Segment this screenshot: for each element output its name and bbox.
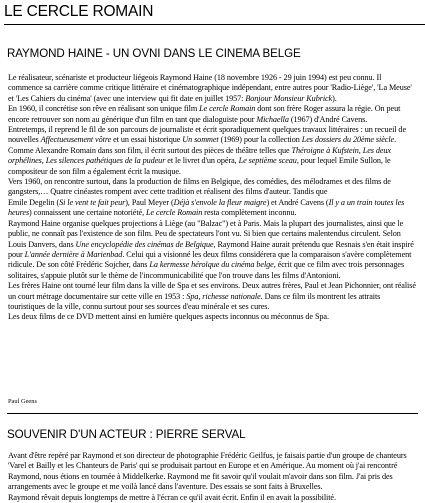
paragraph: Les frères Haine ont tourné leur film dans la ville de Spa et ses environs. Deux autres frères, Paul et Jean Pichonnier, ont réalisé un court métrage documentaire sur cette ville en 1953 : Spa, richesse nationale. Dans ce film ils montrent les attraits touristiques de la ville, connu surtout pour ses sources d'eau minérale et ses cures. [8, 281, 416, 311]
paragraph: Les deux films de ce DVD mettent ainsi en lumière quelques aspects inconnus ou méconnus de Spa. [8, 312, 329, 322]
article-heading-pierre-serval: SOUVENIR D'UN ACTEUR : PIERRE SERVAL [7, 428, 246, 441]
title-divider [4, 24, 425, 25]
paragraph: Avant d'être repéré par Raymond et son directeur de photographie Frédéric Geilfus, je faisais partie d'un groupe de chanteurs 'Varel et Bailly et les Chanteurs de Paris' qui se produisait partout en Europe et en Amérique. Au moment où j'ai rencontré Raymond, nous étions en tournée à Middelkerke. Raymond me fit savoir qu'il voulait m'avoir dans son film. J'ai pris des arrangements avec le groupe et me voilà lancé dans l'aventure. Des essais se sont faits à Bruxelles. [8, 451, 407, 492]
paragraph: Entretemps, il reprend le fil de son parcours de journaliste et écrit sporadiquement quelques travaux littéraires : un recueil de nouvelles Affectueusement vôtre et un essai historique Un sommet (1969) pour la collection Les dossiers du 20ème siècle. Comme Alexandre Romain dans son film, il écrit surtout des pièces de théâtre telles que Théroigne à Kufstein, Les deux orphélines, Les silences pathétiques de la pudeur et le livret d'un opéra, Le septième sceau, pour lequel Emile Sullon, le compositeur de son film a également écrit la musique. [8, 125, 407, 176]
page-title: LE CERCLE ROMAIN [4, 3, 154, 20]
paragraph: En 1960, il concrétise son rêve en réalisant son unique film Le cercle Romain dont son frère Roger assura la régie. On peut encore retrouver son nom au générique d'un film en tant que dialoguiste pour Michaella (1967) d'André Cavens. [8, 104, 401, 124]
paragraph: Raymond Haine organise quelques projections à Liège (au "Balzac") et à Paris. Mais la plupart des journalistes, ainsi que le public, ne connaît pas l'existence de son film. Peu de spectateurs l'ont vu. Si bien que certains malentendus circulent. Selon Louis Danvers, dans Une encyclopédie des cinémas de Belgique, Raymond Haine aurait prétendu que Resnais s'en était inspiré pour L'année dernière à Marienbad. Celui qui a visionné les deux films considérera que la comparaison s'avère complètement ridicule. De son côté Frédéric Sojcher, dans La kermesse héroïque du cinéma belge, écrit que ce film avec trois personnages solitaires, s'appuie plutôt sur le thème de l'incommunicabilité que l'on trouve dans les films d'Antonioni. [8, 218, 414, 280]
byline: Paul Geens [8, 398, 37, 405]
paragraph: Emile Degelin (Si le vent te fait peur), Paul Meyer (Déjà s'envole la fleur maigre) et André Cavens (Il y a un train toutes les heures) connaissent une certaine notoriété, Le cercle Romain resta complètement inconnu. [8, 197, 405, 218]
article-heading-raymond-haine: RAYMOND HAINE - UN OVNI DANS LE CINEMA BELGE [7, 47, 301, 60]
paragraph: Raymond rêvait depuis longtemps de mettre à l'écran ce qu'il avait écrit. Enfin il en avait la possibilité. [8, 492, 336, 502]
paragraph: Le réalisateur, scénariste et producteur liégeois Raymond Haine (18 novembre 1926 - 29 juin 1994) est peu connu. Il commence sa carrière comme critique littéraire et cinématographique indépendant, entre autres pour 'Radio-Liège', 'La Meuse' et 'Les Cahiers du cinéma' (avec une interview qui fit date en juillet 1957: Bonjour Monsieur Kubrick). [8, 73, 412, 103]
article-body-pierre-serval [8, 451, 418, 503]
article-body-raymond-haine [8, 73, 418, 323]
paragraph: Vers 1960, on rencontre surtout, dans la production de films en Belgique, des comédies, des mélodrames et des films de gangsters,… Quatre cinéastes rompent avec cette tradition et réalisent des films d'auteur. Tandis que [8, 177, 391, 197]
section-divider [7, 413, 418, 414]
